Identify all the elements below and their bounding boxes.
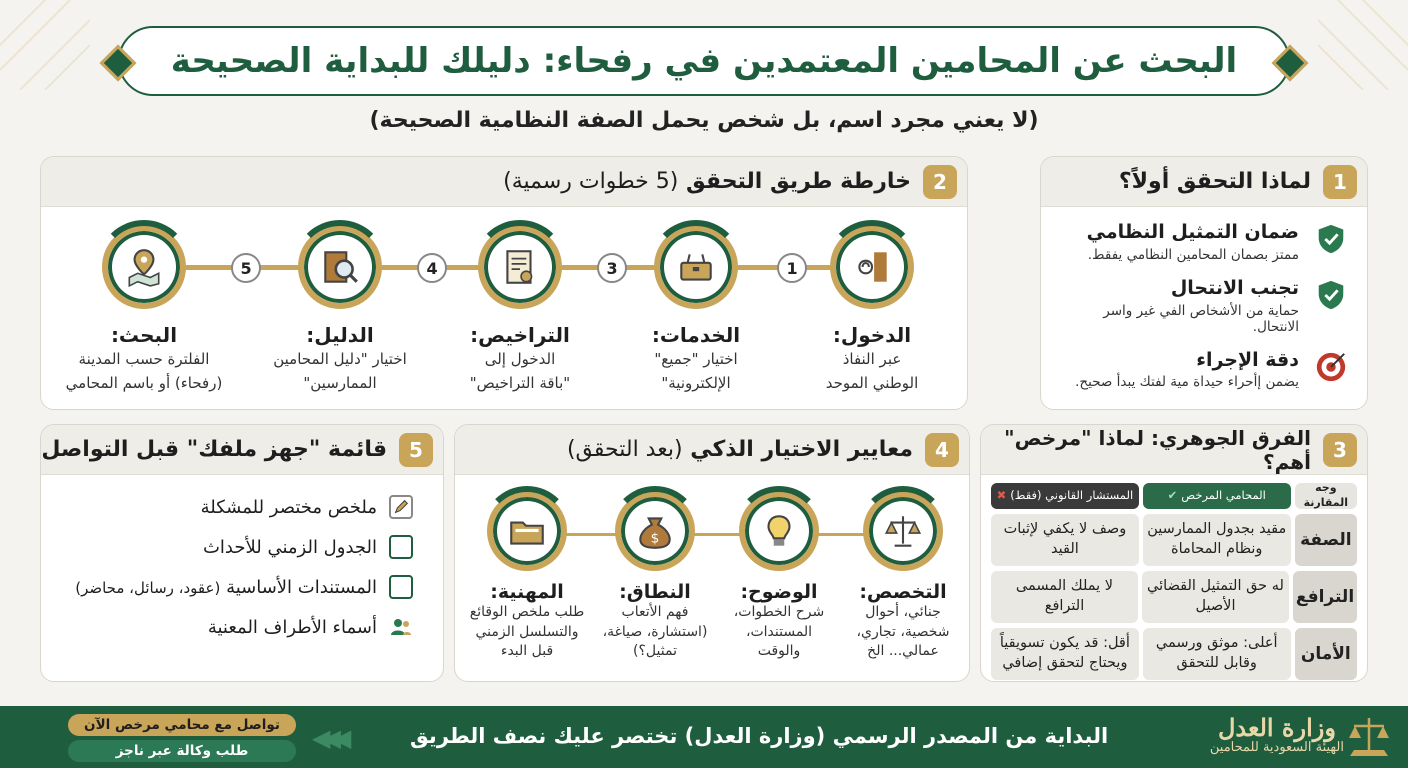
roadmap-step-desc: الوطني الموحد <box>825 373 919 392</box>
roadmap-card-title <box>503 169 911 194</box>
roadmap-step-desc: الممارسين" <box>303 373 377 392</box>
section-number: 1 <box>1323 165 1357 199</box>
comparison-consultant: وصف لا يكفي لإثبات القيد <box>991 514 1139 566</box>
section-number: 3 <box>1323 433 1357 467</box>
shield-check-icon <box>1313 221 1349 257</box>
table-row <box>991 628 1357 680</box>
why-item <box>1041 349 1367 391</box>
checklist-text-main: المستندات الأساسية <box>226 576 377 598</box>
comparison-card-title: الفرق الجوهري: لماذا "مرخص" أهم؟ <box>1004 425 1311 474</box>
criteria-item <box>595 491 715 662</box>
criteria-card-title <box>567 437 913 462</box>
logo-main: وزارة العدل <box>1217 712 1336 742</box>
criteria-desc: المستندات، <box>745 623 813 640</box>
table-row <box>991 514 1357 566</box>
logo-text <box>1209 712 1344 755</box>
roadmap-step-desc: الفلترة حسب المدينة <box>78 350 210 368</box>
why-item-desc: حماية من الأشخاص الفي غير واسر الانتحال. <box>1103 302 1299 335</box>
criteria-desc: تمثيل؟) <box>633 643 677 660</box>
roadmap-step-desc: اختيار "دليل المحامين <box>273 350 407 368</box>
checklist-note: (عقود، رسائل، محاضر) <box>75 578 221 597</box>
scales-icon <box>863 491 943 571</box>
title-banner <box>118 26 1290 96</box>
comparison-aspect: الترافع <box>1293 571 1357 623</box>
diamond-icon <box>1272 45 1309 82</box>
why-card-title: لماذا التحقق أولاً؟ <box>1118 169 1311 194</box>
checklist-card-title: قائمة "جهز ملفك" قبل التواصل <box>41 437 387 462</box>
diamond-icon <box>100 45 137 82</box>
roadmap-step-label: الدليل: <box>306 323 374 347</box>
people-icon <box>389 615 413 639</box>
shield-check-icon <box>1313 277 1349 313</box>
comparison-header-consultant <box>991 483 1139 509</box>
roadmap-connector: 3 <box>597 253 627 283</box>
footer-bar <box>0 706 1408 768</box>
why-card-header <box>1041 157 1367 207</box>
comparison-aspect: الأمان <box>1295 628 1357 680</box>
comparison-consultant: لا يملك المسمى الترافع <box>991 571 1138 623</box>
cross-icon: ✖ <box>996 488 1007 503</box>
roadmap-step <box>445 225 595 395</box>
checkbox-icon[interactable] <box>389 535 413 559</box>
edit-icon[interactable] <box>389 495 413 519</box>
page-title: البحث عن المحامين المعتمدين في رفحاء: دليلك للبداية الصحيحة <box>170 41 1238 81</box>
checklist-item <box>41 575 443 599</box>
target-icon <box>1313 349 1349 385</box>
roadmap-step-label: الخدمات: <box>651 323 741 347</box>
checklist-item <box>41 495 443 519</box>
comparison-licensed: أعلى: موثق ورسمي وقابل للتحقق <box>1143 628 1291 680</box>
criteria-desc: والتسلسل الزمني <box>475 623 579 640</box>
why-item-desc: يضمن إأحراء حيداة مية لفتك يبدأ صحيح. <box>1075 374 1299 391</box>
checkbox-icon[interactable] <box>389 575 413 599</box>
criteria-label: الوضوح: <box>740 581 818 603</box>
login-door-icon <box>830 225 914 309</box>
roadmap-step <box>59 225 229 395</box>
criteria-desc: شخصية، تجاري، <box>856 623 950 640</box>
why-item-title: ضمان التمثيل النظامي <box>1086 221 1299 243</box>
checklist-item <box>41 615 443 639</box>
why-item-title: تجنب الانتحال <box>1170 276 1299 299</box>
criteria-item <box>843 491 963 662</box>
checklist-text <box>75 577 377 598</box>
comparison-table <box>991 483 1357 682</box>
criteria-title-suffix: (بعد التحقق) <box>566 437 683 462</box>
comparison-header-licensed <box>1143 483 1291 509</box>
contact-lawyer-button[interactable]: تواصل مع محامي مرخص الآن <box>68 714 296 736</box>
comparison-licensed: له حق التمثيل القضائي الأصيل <box>1142 571 1289 623</box>
roadmap-connector: 1 <box>777 253 807 283</box>
criteria-card-header <box>455 425 969 475</box>
criteria-desc: قبل البدء <box>500 643 554 660</box>
checklist-text: أسماء الأطراف المعنية <box>207 616 377 638</box>
toolbox-icon <box>654 225 738 309</box>
roadmap-connector: 5 <box>231 253 261 283</box>
lightbulb-icon <box>739 491 819 571</box>
licensed-header-label: المحامي المرخص <box>1181 488 1266 503</box>
why-item <box>1041 221 1367 263</box>
footer-slogan: البداية من المصدر الرسمي (وزارة العدل) تختصر عليك نصف الطريق <box>410 724 1109 748</box>
ministry-logo <box>1202 710 1394 760</box>
criteria-title-main: معايير الاختيار الذكي <box>690 437 913 462</box>
scales-icon <box>1344 710 1394 760</box>
why-item <box>1041 277 1367 335</box>
comparison-aspect: الصفة <box>1295 514 1357 566</box>
roadmap-title-suffix: (5 خطوات رسمية) <box>503 169 679 194</box>
checklist-card <box>40 424 444 682</box>
directory-search-icon <box>298 225 382 309</box>
criteria-card <box>454 424 970 682</box>
criteria-item <box>719 491 839 662</box>
criteria-label: المهنية: <box>490 581 564 603</box>
criteria-label: النطاق: <box>619 581 691 603</box>
roadmap-step-desc: "باقة التراخيص" <box>469 373 571 392</box>
roadmap-step-label: البحث: <box>110 323 178 347</box>
roadmap-title-main: خارطة طريق التحقق <box>686 169 911 194</box>
roadmap-card <box>40 156 968 410</box>
why-card <box>1040 156 1368 410</box>
roadmap-connector: 4 <box>417 253 447 283</box>
comparison-licensed: مقيد بجدول الممارسين ونظام المحاماة <box>1143 514 1291 566</box>
page-subtitle: (لا يعني مجرد اسم، بل شخص يحمل الصفة النظامية الصحيحة) <box>369 108 1039 133</box>
why-item-title: دقة الإجراء <box>1196 348 1299 371</box>
section-number: 5 <box>399 433 433 467</box>
criteria-desc: فهم الأتعاب <box>621 604 689 620</box>
map-pin-icon <box>102 225 186 309</box>
consultant-header-label: المستشار القانوني (فقط) <box>1010 488 1134 503</box>
checklist-text: الجدول الزمني للأحداث <box>202 536 377 558</box>
criteria-desc: طلب ملخص الوقائع <box>469 604 585 620</box>
why-item-desc: ممتز بصمان المحامين النظامي يفقط. <box>1087 246 1299 263</box>
roadmap-step-label: التراخيص: <box>470 323 570 347</box>
comparison-card-header <box>981 425 1367 475</box>
roadmap-card-header <box>41 157 967 207</box>
svg-text:$: $ <box>650 530 660 547</box>
roadmap-step-desc: اختيار "جميع" <box>654 350 738 368</box>
checklist-item <box>41 535 443 559</box>
criteria-desc: شرح الخطوات، <box>733 604 825 620</box>
section-number: 4 <box>925 433 959 467</box>
roadmap-step-desc: الدخول إلى <box>484 350 556 368</box>
roadmap-step <box>797 225 947 395</box>
criteria-item <box>461 491 593 662</box>
comparison-header-aspect: وجه المقارنة <box>1295 483 1357 509</box>
roadmap-step-desc: الإلكترونية" <box>661 373 731 392</box>
criteria-desc: عمالي... الخ <box>867 643 939 660</box>
roadmap-step-label: الدخول: <box>832 323 912 347</box>
folder-icon <box>487 491 567 571</box>
criteria-label: التخصص: <box>859 581 947 603</box>
table-row <box>991 571 1357 623</box>
logo-sub: الهيئة السعودية للمحامين <box>1209 739 1344 755</box>
money-bag-icon <box>615 491 695 571</box>
najiz-agency-button[interactable]: طلب وكالة عبر ناجز <box>68 740 296 762</box>
roadmap-step-desc: (رفحاء) أو باسم المحامي <box>65 373 223 392</box>
chevrons-left-icon: ◀◀◀ <box>312 724 344 752</box>
section-number: 2 <box>923 165 957 199</box>
checklist-card-header <box>41 425 443 475</box>
criteria-desc: والوقت <box>757 643 801 660</box>
roadmap-step-desc: عبر النفاذ <box>842 350 902 368</box>
roadmap-step <box>621 225 771 395</box>
ornament-icon <box>0 0 90 90</box>
checklist-text: ملخص مختصر للمشكلة <box>200 496 377 518</box>
roadmap-step <box>265 225 415 395</box>
comparison-card <box>980 424 1368 682</box>
check-icon: ✔ <box>1167 488 1178 503</box>
comparison-consultant: أقل: قد يكون تسويقياً ويحتاج لتحقق إضافي <box>991 628 1139 680</box>
certificate-icon <box>478 225 562 309</box>
ornament-icon <box>1318 0 1408 90</box>
comparison-header-row <box>991 483 1357 509</box>
criteria-desc: جنائي، أحوال <box>865 604 941 620</box>
criteria-desc: (استشارة، صياغة، <box>602 623 708 640</box>
